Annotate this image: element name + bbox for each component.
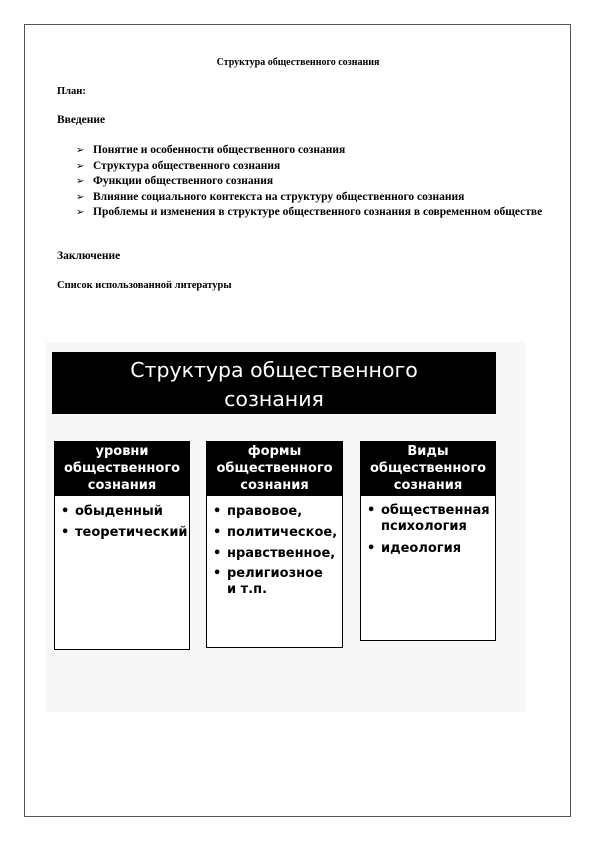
- toc-item: ➢ Проблемы и изменения в структуре общественного сознания в современном обществе: [76, 205, 554, 221]
- levels-box-header: уровни общественного сознания: [55, 442, 189, 496]
- types-list: [361, 496, 495, 559]
- list-item: • религиозное и т.п.: [213, 566, 323, 597]
- arrow-bullet-icon: ➢: [76, 160, 85, 172]
- list-item: • обыденный: [61, 501, 189, 522]
- levels-list: [55, 496, 189, 543]
- forms-box: [206, 441, 343, 648]
- bullet-icon: •: [213, 504, 222, 519]
- bullet-icon: •: [213, 566, 222, 581]
- types-box: [360, 441, 496, 641]
- list-item: • нравственное,: [213, 543, 342, 564]
- bullet-icon: •: [367, 503, 376, 518]
- document-title: Структура общественного сознания: [216, 57, 380, 68]
- arrow-bullet-icon: ➢: [76, 145, 85, 156]
- arrow-bullet-icon: ➢: [76, 207, 85, 218]
- toc-item: ➢ Понятие и особенности общественного сознания: [76, 143, 554, 159]
- arrow-bullet-icon: ➢: [76, 191, 85, 203]
- levels-box: [54, 441, 190, 650]
- introduction-heading: Введение: [57, 114, 106, 126]
- conclusion-heading: Заключение: [57, 250, 121, 262]
- types-box-header: Виды общественного сознания: [361, 442, 495, 496]
- list-item: • политическое,: [213, 522, 342, 543]
- forms-list: [207, 496, 342, 601]
- bullet-icon: •: [61, 504, 70, 519]
- plan-label: План:: [57, 86, 86, 97]
- bullet-icon: •: [61, 525, 70, 540]
- list-item: • общественная психология: [367, 503, 490, 534]
- list-item: • теоретический: [61, 522, 189, 543]
- structure-diagram: [46, 342, 526, 712]
- toc-item: ➢ Функции общественного сознания: [76, 174, 554, 190]
- bullet-icon: •: [213, 525, 222, 540]
- list-item: • правовое,: [213, 501, 342, 522]
- bullet-icon: •: [367, 541, 376, 556]
- list-item: • идеология: [367, 538, 495, 559]
- toc-item: ➢ Влияние социального контекста на структуру общественного сознания: [76, 190, 554, 206]
- table-of-contents: [76, 143, 554, 221]
- arrow-bullet-icon: ➢: [76, 176, 85, 187]
- forms-box-header: формы общественного сознания: [207, 442, 342, 496]
- toc-item: ➢ Структура общественного сознания: [76, 159, 554, 175]
- bullet-icon: •: [213, 546, 222, 561]
- bibliography-heading: Список использованной литературы: [57, 280, 232, 291]
- diagram-title: Структура общественного сознания: [52, 352, 496, 414]
